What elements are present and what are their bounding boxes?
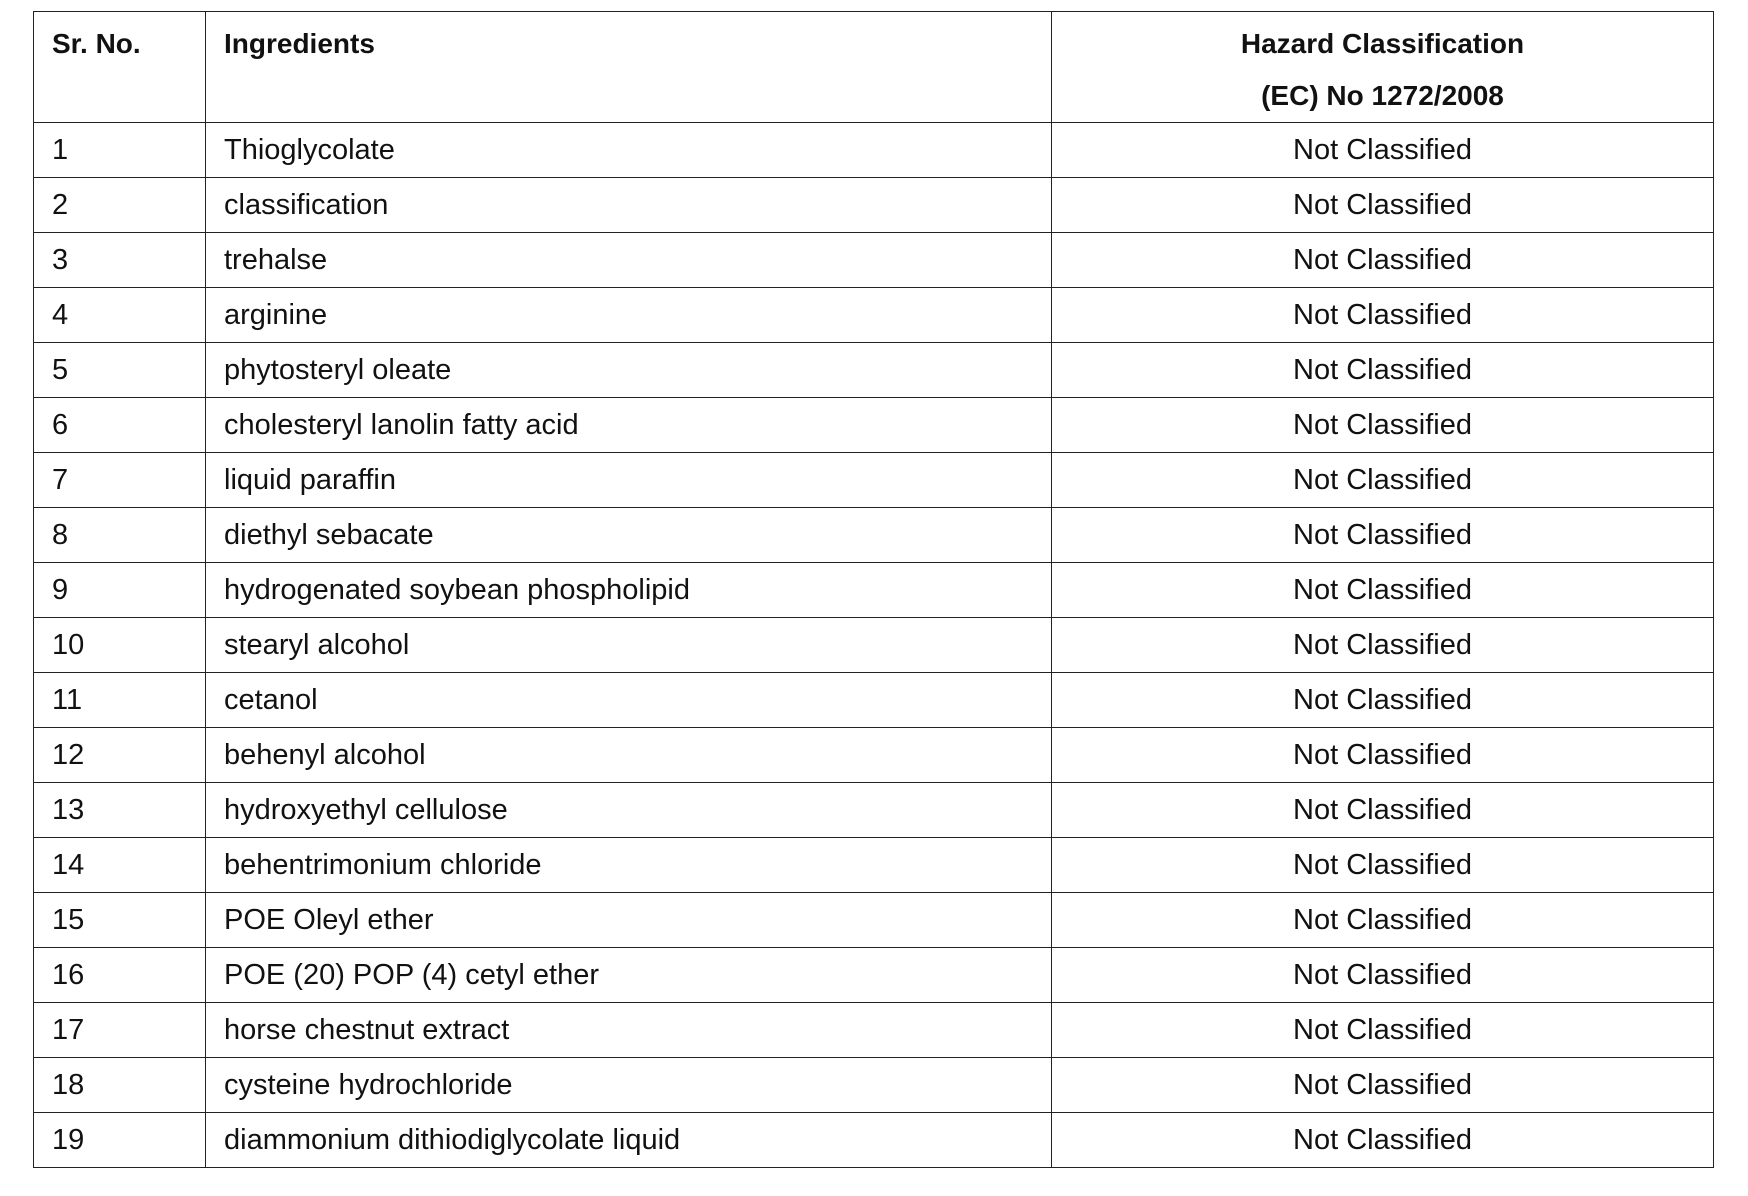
cell-ingredient: liquid paraffin <box>206 453 1052 508</box>
cell-sr-no: 4 <box>34 288 206 343</box>
cell-sr-no: 7 <box>34 453 206 508</box>
cell-sr-no: 16 <box>34 948 206 1003</box>
cell-sr-no: 8 <box>34 508 206 563</box>
cell-sr-no: 9 <box>34 563 206 618</box>
table-row <box>34 343 1714 398</box>
cell-ingredient: arginine <box>206 288 1052 343</box>
ingredients-hazard-table <box>33 11 1714 1168</box>
cell-hazard-classification: Not Classified <box>1052 453 1714 508</box>
cell-hazard-classification: Not Classified <box>1052 178 1714 233</box>
cell-hazard-classification: Not Classified <box>1052 893 1714 948</box>
cell-ingredient: Thioglycolate <box>206 123 1052 178</box>
table-row <box>34 728 1714 783</box>
cell-ingredient: POE (20) POP (4) cetyl ether <box>206 948 1052 1003</box>
cell-sr-no: 6 <box>34 398 206 453</box>
ingredients-table-container <box>33 11 1713 1168</box>
cell-sr-no: 14 <box>34 838 206 893</box>
cell-sr-no: 2 <box>34 178 206 233</box>
table-body <box>34 123 1714 1168</box>
cell-hazard-classification: Not Classified <box>1052 838 1714 893</box>
cell-ingredient: hydrogenated soybean phospholipid <box>206 563 1052 618</box>
cell-hazard-classification: Not Classified <box>1052 288 1714 343</box>
header-ingredients: Ingredients <box>206 12 1052 123</box>
table-row <box>34 453 1714 508</box>
cell-ingredient: trehalse <box>206 233 1052 288</box>
cell-hazard-classification: Not Classified <box>1052 1113 1714 1168</box>
cell-ingredient: phytosteryl oleate <box>206 343 1052 398</box>
table-row <box>34 233 1714 288</box>
cell-hazard-classification: Not Classified <box>1052 1003 1714 1058</box>
cell-sr-no: 3 <box>34 233 206 288</box>
cell-ingredient: horse chestnut extract <box>206 1003 1052 1058</box>
table-row <box>34 288 1714 343</box>
cell-sr-no: 1 <box>34 123 206 178</box>
table-row <box>34 123 1714 178</box>
cell-hazard-classification: Not Classified <box>1052 618 1714 673</box>
cell-ingredient: behenyl alcohol <box>206 728 1052 783</box>
table-row <box>34 783 1714 838</box>
table-row <box>34 178 1714 233</box>
table-row <box>34 1113 1714 1168</box>
cell-hazard-classification: Not Classified <box>1052 948 1714 1003</box>
header-sr-no: Sr. No. <box>34 12 206 123</box>
cell-ingredient: diethyl sebacate <box>206 508 1052 563</box>
cell-ingredient: cysteine hydrochloride <box>206 1058 1052 1113</box>
cell-ingredient: stearyl alcohol <box>206 618 1052 673</box>
cell-ingredient: hydroxyethyl cellulose <box>206 783 1052 838</box>
cell-hazard-classification: Not Classified <box>1052 673 1714 728</box>
cell-sr-no: 17 <box>34 1003 206 1058</box>
cell-hazard-classification: Not Classified <box>1052 398 1714 453</box>
cell-hazard-classification: Not Classified <box>1052 728 1714 783</box>
table-row <box>34 398 1714 453</box>
table-row <box>34 1058 1714 1113</box>
cell-sr-no: 12 <box>34 728 206 783</box>
table-row <box>34 1003 1714 1058</box>
cell-hazard-classification: Not Classified <box>1052 1058 1714 1113</box>
cell-ingredient: behentrimonium chloride <box>206 838 1052 893</box>
cell-sr-no: 15 <box>34 893 206 948</box>
cell-sr-no: 18 <box>34 1058 206 1113</box>
cell-ingredient: POE Oleyl ether <box>206 893 1052 948</box>
cell-sr-no: 19 <box>34 1113 206 1168</box>
header-hazard-classification <box>1052 12 1714 123</box>
cell-hazard-classification: Not Classified <box>1052 563 1714 618</box>
cell-hazard-classification: Not Classified <box>1052 343 1714 398</box>
cell-sr-no: 5 <box>34 343 206 398</box>
cell-ingredient: diammonium dithiodiglycolate liquid <box>206 1113 1052 1168</box>
header-hazard-line1: Hazard Classification <box>1240 28 1525 59</box>
table-row <box>34 673 1714 728</box>
cell-sr-no: 10 <box>34 618 206 673</box>
table-row <box>34 838 1714 893</box>
table-row <box>34 893 1714 948</box>
table-row <box>34 508 1714 563</box>
cell-hazard-classification: Not Classified <box>1052 233 1714 288</box>
cell-sr-no: 13 <box>34 783 206 838</box>
cell-ingredient: cetanol <box>206 673 1052 728</box>
cell-hazard-classification: Not Classified <box>1052 508 1714 563</box>
table-header <box>34 12 1714 123</box>
cell-hazard-classification: Not Classified <box>1052 123 1714 178</box>
cell-sr-no: 11 <box>34 673 206 728</box>
header-row <box>34 12 1714 123</box>
table-row <box>34 948 1714 1003</box>
cell-ingredient: classification <box>206 178 1052 233</box>
cell-hazard-classification: Not Classified <box>1052 783 1714 838</box>
table-row <box>34 563 1714 618</box>
table-row <box>34 618 1714 673</box>
header-hazard-line2: (EC) No 1272/2008 <box>1261 80 1504 111</box>
cell-ingredient: cholesteryl lanolin fatty acid <box>206 398 1052 453</box>
